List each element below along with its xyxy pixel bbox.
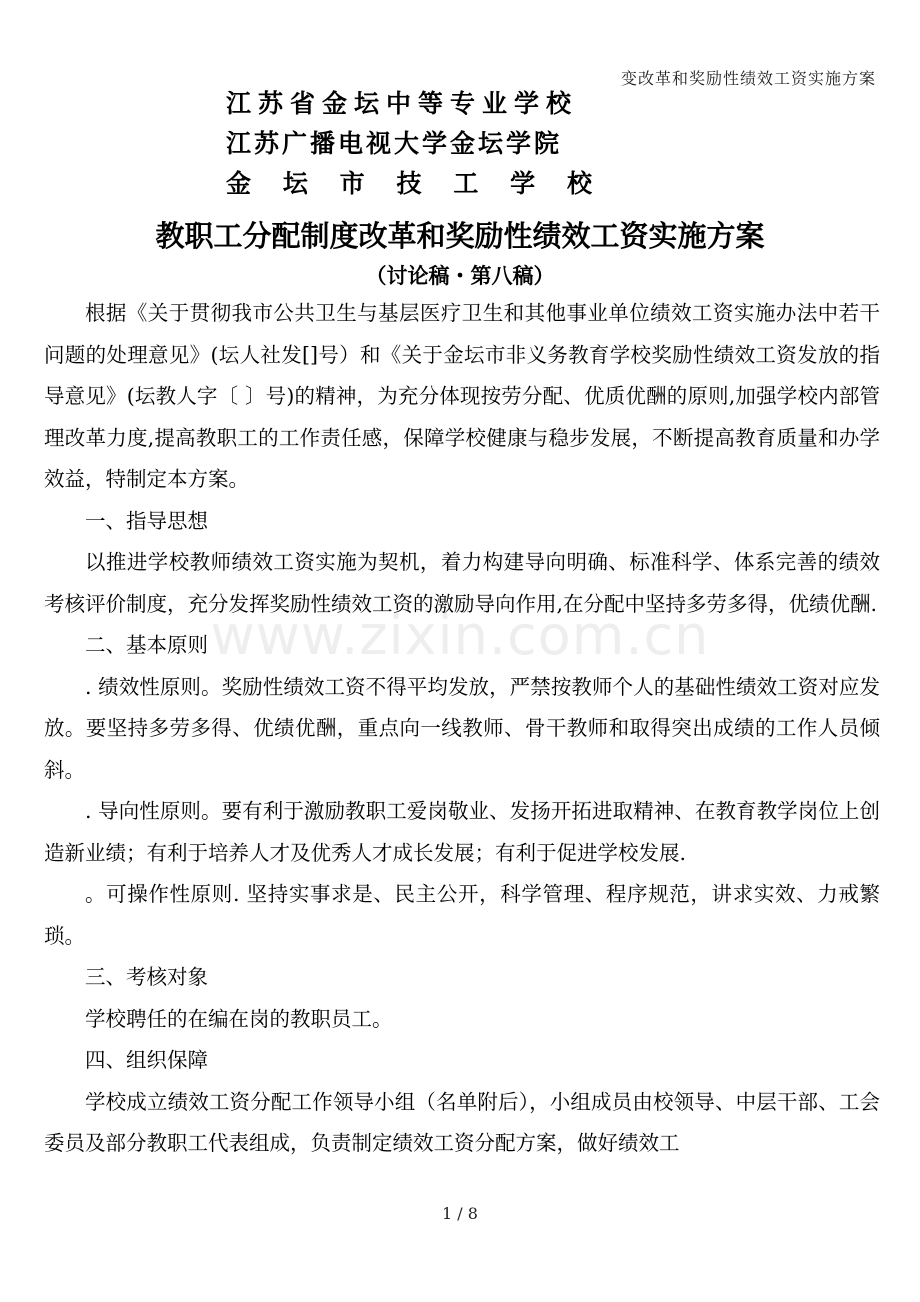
- paragraph: 学校聘任的在编在岗的教职员工。: [85, 1006, 393, 1031]
- school-name-3-char: 校: [566, 169, 592, 198]
- document-title: 教职工分配制度改革和奖励性绩效工资实施方案: [155, 219, 765, 253]
- document-body: [44, 293, 880, 1165]
- watermark: www.zixin.com.cn: [210, 604, 710, 667]
- section-heading-1: 一、指导思想: [85, 508, 208, 533]
- section-heading-2: 二、基本原则: [85, 633, 208, 657]
- school-name-3-char: 坛: [282, 169, 308, 198]
- school-name-1: 江苏省金坛中等专业学校: [226, 89, 579, 118]
- school-name-3-char: 技: [396, 169, 422, 198]
- page-number: 1 / 8: [442, 1204, 478, 1223]
- paragraph: . 绩效性原则。奖励性绩效工资不得平均发放，严禁按教师个人的基础性绩效工资对应发放。要坚持多劳多得、优绩优酬，重点向一线教师、骨干教师和取得突出成绩的工作人员倾斜。: [44, 674, 880, 782]
- school-name-3-char: 学: [510, 169, 536, 198]
- school-name-3-char: 市: [339, 169, 365, 198]
- school-name-2: 江苏广播电视大学金坛学院: [226, 129, 563, 158]
- school-name-3-char: 金: [226, 169, 252, 198]
- section-heading-4: 四、组织保障: [85, 1048, 208, 1072]
- running-header: 变改革和奖励性绩效工资实施方案: [620, 69, 876, 88]
- paragraph: 。可操作性原则. 坚持实事求是、民主公开，科学管理、程序规范，讲求实效、力戒繁琐。: [44, 882, 880, 948]
- paragraph: . 导向性原则。要有利于激励教职工爱岗敬业、发扬开拓进取精神、在教育教学岗位上创造新业绩；有利于培养人才及优秀人才成长发展；有利于促进学校发展.: [44, 799, 880, 865]
- document-subtitle: （讨论稿・第八稿）: [365, 264, 555, 288]
- school-name-3-char: 工: [453, 169, 479, 198]
- section-heading-3: 三、考核对象: [85, 965, 208, 989]
- paragraph-intro: 根据《关于贯彻我市公共卫生与基层医疗卫生和其他事业单位绩效工资实施办法中若干问题的处理意见》(坛人社发[]号）和《关于金坛市非义务教育学校奖励性绩效工资发放的指导意见》(坛教人字〔 〕号)的精神，为充分体现按劳分配、优质优酬的原则,加强学校内部管理改革力度,提高教职工的工作责任感，保障学校健康与稳步发展，不断提高教育质量和办学效益，特制定本方案。: [44, 301, 880, 491]
- paragraph: 学校成立绩效工资分配工作领导小组（名单附后），小组成员由校领导、中层干部、工会委员及部分教职工代表组成，负责制定绩效工资分配方案，做好绩效工: [44, 1089, 880, 1155]
- school-name-3: [226, 164, 592, 200]
- paragraph: 以推进学校教师绩效工资实施为契机，着力构建导向明确、标准科学、体系完善的绩效考核评价制度，充分发挥奖励性绩效工资的激励导向作用,在分配中坚持多劳多得，优绩优酬.: [44, 550, 880, 616]
